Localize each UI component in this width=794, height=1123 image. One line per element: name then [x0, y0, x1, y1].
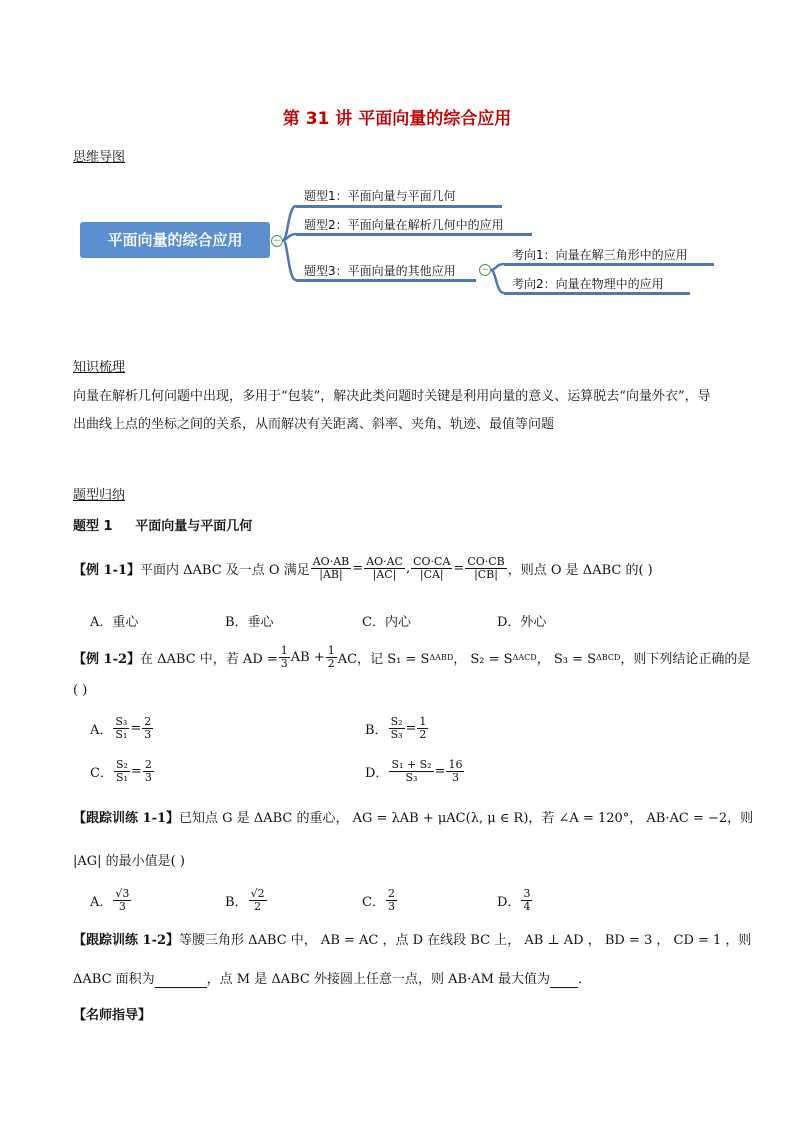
- branch-underline: [504, 263, 714, 266]
- answer-blank[interactable]: [155, 972, 207, 988]
- knowledge-text: 向量在解析几何问题中出现，多用于“包装”，解决此类问题时关键是利用向量的意义、运算脱去“向量外衣”，导出曲线上点的坐标之间的关系，从而解决有关距离、斜率、夹角、轨迹、最值等问题: [73, 389, 711, 432]
- mindmap-sub-branch-1[interactable]: 考向1：向量在解三角形中的应用: [512, 248, 688, 262]
- question-text: |AG| 的最小值是( ): [73, 854, 185, 869]
- example-tag: 【例 1-2】: [73, 651, 141, 667]
- collapse-toggle-icon[interactable]: −: [271, 235, 283, 247]
- fraction: $\frac{AO\cdot AB}{|AB|}$: [312, 554, 350, 581]
- question-text: AC，记 S₁ = S: [337, 651, 430, 667]
- question-text: ， S₃ = S: [536, 651, 597, 667]
- mindmap-sub-branch-2[interactable]: 考向2：向量在物理中的应用: [512, 277, 664, 291]
- option-d[interactable]: D．外心: [497, 615, 547, 630]
- example-tag: 【例 1-1】: [73, 562, 141, 578]
- question-text: ，则点 O 是 ΔABC 的( ): [507, 562, 653, 578]
- option-a[interactable]: A． $\frac{√3}{3}$: [90, 886, 130, 913]
- branch-underline: [296, 233, 532, 236]
- question-text: ， S₂ = S: [453, 651, 513, 667]
- teacher-guidance-heading: 【名师指导】: [73, 1008, 152, 1023]
- example-1-2: [73, 640, 750, 674]
- question-text: 在 ΔABC 中，若 AD =: [140, 651, 278, 667]
- option-d[interactable]: D． $\frac{3}{4}$: [497, 886, 531, 913]
- option-b[interactable]: B．垂心: [225, 615, 274, 630]
- fraction: $\frac{CO\cdot CB}{|CB|}$: [467, 554, 505, 581]
- subscript: ΔBCD: [596, 652, 621, 662]
- branch-underline: [296, 279, 476, 282]
- answer-paren: ( ): [73, 683, 88, 698]
- knowledge-heading: 知识梳理: [73, 360, 126, 375]
- question-text: 平面内 ΔABC 及一点 O 满足: [140, 562, 310, 578]
- mindmap-branch-type2[interactable]: 题型2：平面向量在解析几何中的应用: [304, 218, 504, 232]
- type1-name: 平面向量与平面几何: [135, 519, 253, 534]
- question-text: ΔABC 面积为: [73, 972, 155, 987]
- question-text: 等腰三角形 ΔABC 中， AB = AC ，点 D 在线段 BC 上， AB ⊥ AD ， BD = 3 ， CD = 1 ，则: [179, 933, 752, 948]
- option-a[interactable]: A． $\frac{\text{S₃}}{\text{S₁}}$ = $\frac{2}{3}$: [90, 714, 152, 741]
- branch-underline: [296, 205, 502, 208]
- training-tag: 【跟踪训练 1-1】: [73, 811, 180, 826]
- types-heading: 题型归纳: [73, 488, 126, 503]
- training-tag: 【跟踪训练 1-2】: [73, 933, 180, 948]
- option-c[interactable]: C．内心: [362, 615, 411, 630]
- option-b[interactable]: B． $\frac{\text{S₂}}{\text{S₃}}$ = $\frac{1}{2}$: [365, 714, 427, 741]
- subscript: ΔABD: [429, 652, 454, 662]
- collapse-toggle-icon[interactable]: −: [479, 264, 491, 276]
- equals-sign: =: [453, 560, 465, 576]
- option-b[interactable]: B． $\frac{√2}{2}$: [225, 886, 265, 913]
- question-text: ，则下列结论正确的是: [620, 651, 751, 667]
- fraction: $\frac{1}{2}$: [327, 643, 335, 670]
- option-c[interactable]: C． $\frac{2}{3}$: [362, 886, 395, 913]
- equals-sign: =: [352, 560, 364, 576]
- question-text: ，点 M 是 ΔABC 外接圆上任意一点，则 AB·AM 最大值为: [206, 972, 551, 987]
- question-text: 已知点 G 是 ΔABC 的重心， AG = λAB + μAC(λ, μ ∈ R)，若 ∠A = 120°， AB·AC = −2，则: [179, 811, 754, 826]
- question-text: ．: [578, 972, 592, 987]
- fraction: $\frac{AO\cdot AC}{|AC|}$: [366, 554, 403, 581]
- fraction: $\frac{1}{3}$: [280, 643, 288, 670]
- option-a[interactable]: A．重心: [90, 615, 139, 630]
- mindmap-root: 平面向量的综合应用: [80, 222, 270, 258]
- training-1-1: [73, 807, 753, 826]
- option-c[interactable]: C． $\frac{\text{S₂}}{\text{S₁}}$ = $\frac{2}{3}$: [90, 757, 152, 784]
- type1-label: 题型 1: [73, 519, 113, 534]
- answer-blank[interactable]: [550, 972, 578, 988]
- mindmap-branch-type1[interactable]: 题型1：平面向量与平面几何: [304, 189, 456, 203]
- training-1-2: [73, 929, 751, 948]
- subscript: ΔACD: [512, 652, 537, 662]
- option-d[interactable]: D． $\frac{\text{S₁ + S₂}}{\text{S₃}}$ = $\frac{16}{3}$: [365, 757, 463, 784]
- fraction: $\frac{CO\cdot CA}{|CA|}$: [413, 554, 451, 581]
- example-1-1: [73, 548, 653, 588]
- mindmap-heading: 思维导图: [73, 150, 126, 165]
- page-title: 第 31 讲 平面向量的综合应用: [282, 109, 512, 129]
- type1-heading: [73, 515, 252, 534]
- question-text: AB +: [290, 649, 325, 665]
- mindmap-branch-type3[interactable]: 题型3：平面向量的其他应用: [304, 264, 456, 278]
- branch-underline: [504, 292, 690, 295]
- question-text-2: [73, 968, 591, 988]
- comma: ,: [405, 560, 411, 576]
